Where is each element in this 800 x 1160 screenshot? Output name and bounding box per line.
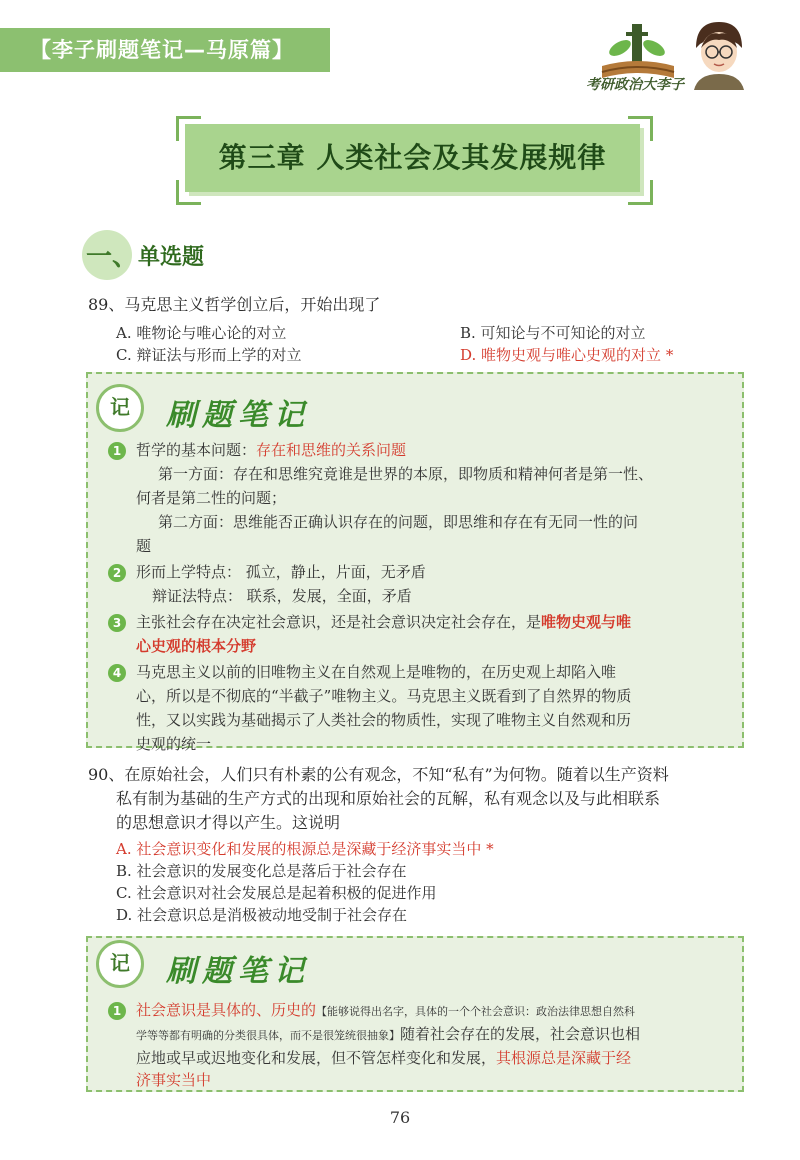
note-line: 马克思主义以前的旧唯物主义在自然观上是唯物的，在历史观上却陷入唯 [136, 663, 617, 681]
note2-line-1 [136, 998, 635, 1024]
note-line: 题 [136, 537, 152, 555]
question-90-stem-line: 90、在原始社会，人们只有朴素的公有观念，不知“私有”为何物。随着以生产资料 [88, 765, 669, 784]
note-bullet-2: 2 [108, 564, 126, 582]
q89-option-b: B. 可知论与不可知论的对立 [460, 324, 646, 342]
note-highlight: 心史观的根本分野 [136, 637, 257, 655]
note-heading: 刷题笔记 [166, 954, 310, 989]
note-text: 随着社会存在的发展，社会意识也相 [400, 1025, 641, 1043]
q90-option-d: D. 社会意识总是消极被动地受制于社会存在 [116, 906, 408, 924]
q90-option-a-text: A. 社会意识变化和发展的根源总是深藏于经济事实当中 [116, 840, 482, 858]
note-line: 史观的统一 [136, 735, 212, 753]
q90-option-a [116, 838, 494, 860]
question-90-stem-line: 私有制为基础的生产方式的出现和原始社会的瓦解，私有观念以及与此相联系 [116, 789, 661, 808]
chapter-title: 第三章 人类社会及其发展规律 [218, 141, 607, 174]
answer-mark: * [486, 840, 494, 858]
note-bullet-3: 3 [108, 614, 126, 632]
section-title: 单选题 [138, 245, 205, 270]
note-line: 形而上学特点： 孤立，静止，片面，无矛盾 [136, 563, 426, 581]
note2-line-2 [136, 1022, 640, 1048]
note-line: 第二方面：思维能否正确认识存在的问题，即思维和存在有无同一性的问 [158, 513, 639, 531]
note-highlight: 其根源总是深藏于经 [496, 1049, 632, 1067]
q89-option-d [460, 344, 673, 366]
note-line: 性，又以实践为基础揭示了人类社会的物质性，实现了唯物主义自然观和历 [136, 711, 632, 729]
note-text: 主张社会存在决定社会意识，还是社会意识决定社会存在，是 [136, 613, 542, 631]
note-line: 心，所以是不彻底的“半截子”唯物主义。马克思主义既看到了自然界的物质 [136, 687, 632, 705]
q89-option-c: C. 辩证法与形而上学的对立 [116, 346, 302, 364]
note-bullet-1: 1 [108, 442, 126, 460]
series-title: 【李子刷题笔记—马原篇】 [0, 28, 330, 72]
note-line: 何者是第二性的问题； [136, 489, 287, 507]
note-highlight: 唯物史观与唯 [541, 613, 632, 631]
note-line: 辩证法特点： 联系，发展，全面，矛盾 [152, 587, 412, 605]
note-aside: 学等等都有明确的分类很具体，而不是很笼统很抽象】 [136, 1029, 400, 1042]
note-bullet-1: 1 [108, 1002, 126, 1020]
note-icon: 记 [96, 940, 144, 988]
question-89-stem: 89、马克思主义哲学创立后，开始出现了 [88, 295, 381, 314]
question-90-stem-line: 的思想意识才得以产生。这说明 [116, 813, 341, 832]
author-avatar [688, 18, 750, 90]
note-text: 哲学的基本问题： [136, 441, 257, 459]
note-highlight: 济事实当中 [136, 1071, 212, 1089]
note2-line-3 [136, 1046, 631, 1070]
note-heading: 刷题笔记 [166, 398, 310, 433]
note-item-1-lead [136, 438, 406, 462]
q89-option-d-text: D. 唯物史观与唯心史观的对立 [460, 346, 662, 364]
answer-mark: * [665, 346, 674, 364]
note-highlight: 社会意识是具体的、历史的 [136, 1001, 317, 1019]
note-item-3 [136, 610, 631, 634]
note-icon: 记 [96, 384, 144, 432]
q89-option-a: A. 唯物论与唯心论的对立 [116, 324, 287, 342]
section-number: 一、 [86, 242, 139, 272]
page-number: 76 [389, 1108, 411, 1127]
note-line: 第一方面：存在和思维究竟谁是世界的本原，即物质和精神何者是第一性、 [158, 465, 654, 483]
note-aside: 【能够说得出名字，具体的一个个社会意识：政治法律思想自然科 [316, 1005, 636, 1018]
note-bullet-4: 4 [108, 664, 126, 682]
note-text: 应地或早或迟地变化和发展，但不管怎样变化和发展， [136, 1049, 497, 1067]
q90-option-b: B. 社会意识的发展变化总是落后于社会存在 [116, 862, 407, 880]
q90-option-c: C. 社会意识对社会发展总是起着积极的促进作用 [116, 884, 437, 902]
brand-text: 考研政治大李子 [586, 77, 684, 93]
note-highlight: 存在和思维的关系问题 [256, 441, 407, 459]
